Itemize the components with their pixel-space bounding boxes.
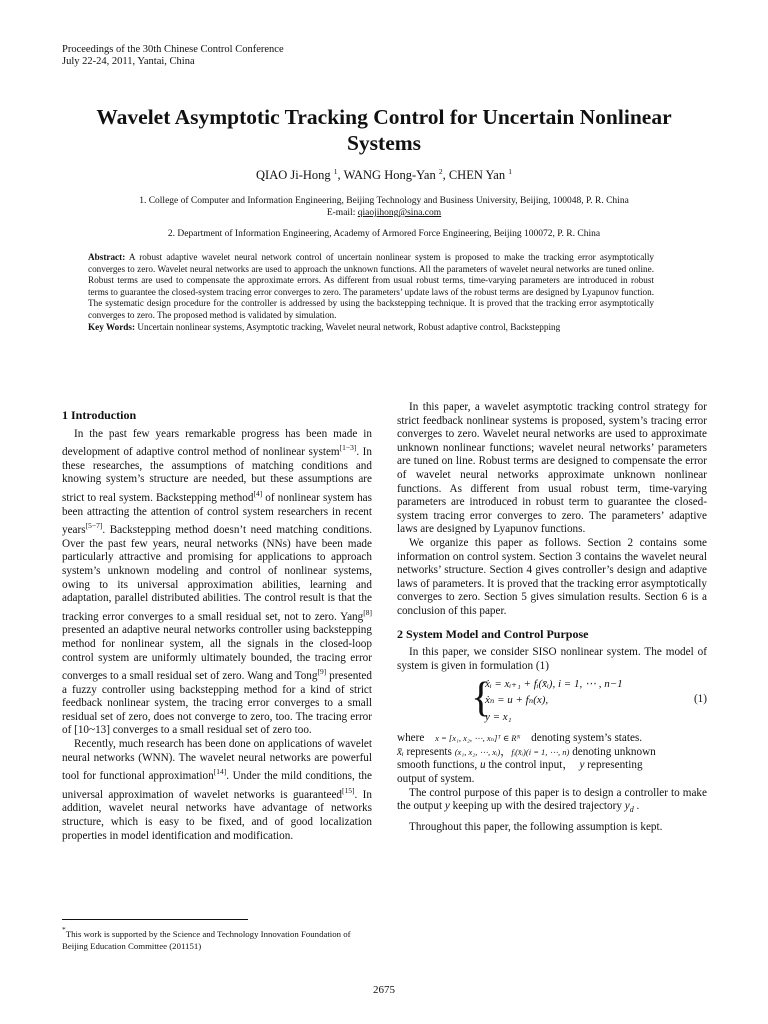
right-paragraph-2: We organize this paper as follows. Section 2 contains some information on control system. Section 3 contains the wavelet neural networks’ structure. Section 4 gives controller’s design and adaptive laws of parameters. It is proved that the tracking error asymptotically converges to zero. Section 5 gives simulation results. Section 6 is a conclusion of this paper. [397, 536, 707, 617]
right-paragraph-5 [397, 787, 707, 817]
author-list [40, 167, 728, 183]
author-separator: , [442, 168, 449, 182]
equation-line-3: y = x₁ [485, 711, 512, 724]
equation-number: (1) [693, 693, 707, 706]
author-1-affiliation-mark: 1 [333, 167, 338, 176]
title-line-2: Systems [346, 131, 422, 155]
section-heading-introduction: 1 Introduction [62, 408, 137, 422]
author-separator: , [337, 168, 344, 182]
math-state-vector: x = [x₁, x₂, ⋯, xₙ]ᵀ ∈ Rᴺ [435, 733, 521, 744]
affiliation-1: 1. College of Computer and Information Engineering, Beijing Technology and Business University, Beijing, 100048, P. R. China [139, 196, 629, 206]
abstract-label: Abstract: [88, 252, 126, 262]
email-link[interactable]: qiaojihong@sina.com [357, 208, 442, 218]
intro-text: In the past few years remarkable progress has been made in development of adaptive control method of nonlinear system [62, 427, 372, 459]
text-period: . [633, 800, 640, 813]
intro-text: . Under the mild conditions, the universal approximation of wavelet networks is guaranteed [62, 770, 372, 801]
math-tuple: (x₁, x₂, ⋯, xᵢ) [454, 746, 501, 757]
intro-text: Recently, much research has been done on applications of wavelet neural networks (WNN). The wavelet neural networks are powerful tool for functional approximation [62, 738, 372, 783]
math-u: u [479, 759, 486, 772]
title-line-1: Wavelet Asymptotic Tracking Control for Uncertain Nonlinear [96, 105, 672, 129]
citation: [4] [253, 488, 263, 498]
keywords-text: Uncertain nonlinear systems, Asymptotic tracking, Wavelet neural network, Robust adaptive control, Backstepping [135, 321, 561, 332]
email-line [40, 207, 728, 219]
equation-line-1: ẋᵢ = xᵢ₊₁ + fᵢ(x̄ᵢ), i = 1, ⋯ , n−1 [485, 678, 623, 691]
intro-paragraph-1 [62, 428, 372, 738]
author-1: QIAO Ji-Hong [256, 168, 331, 182]
right-paragraph-6: Throughout this paper, the following assumption is kept. [409, 821, 663, 834]
abstract-text: A robust adaptive wavelet neural network control of uncertain nonlinear system is proposed to make the tracking error asymptotically converges to zero. Wavelet neural networks are used to approach the unknown functions. All the parameters of wavelet neural networks are tuned online. Robust terms are used to compensate the approximate errors. As different from usual robust terms, time-varying parameters are introduced in robust terms to guarantee the closed-system tracing error converges to zero. The parameters’ update laws of the robust terms are designed by Lyapunov function. The systematic design procedure for the controller is addressed by using the backstepping technique. It is proved that the tracking error asymptotically converges to zero. The proposed method is validated by simulation. [88, 252, 654, 320]
intro-text: presented a fuzzy controller using backstepping method for a kind of strict feedback nonlinear system, the tracing error converges to a small residual set of zero, does not converge to zero, too. The tracing error of [10~13] converges to a small residual set of zero too. [62, 670, 372, 737]
equation-line-2: ẋₙ = u + fₙ(x), [485, 694, 549, 707]
math-unknown-functions: fᵢ(x̄ᵢ)(i = 1, ⋯, n) [511, 746, 570, 757]
text-smooth-functions: smooth functions, [397, 759, 480, 772]
paper-title [40, 104, 728, 156]
citation: [14] [213, 767, 227, 777]
conference-header [62, 44, 284, 68]
email-label: E-mail: [326, 208, 358, 218]
math-subscript-d: d [629, 805, 634, 815]
text-control-purpose: The control purpose of this paper is to design a controller to make the output [397, 786, 707, 813]
text-comma: ， [500, 745, 512, 758]
citation: [1−3] [339, 443, 357, 453]
intro-paragraph-2 [62, 738, 372, 843]
conference-date: July 22-24, 2011, Yantai, China [62, 56, 195, 67]
text-desired-trajectory: keeping up with the desired trajectory [449, 800, 625, 813]
author-2-affiliation-mark: 2 [438, 167, 443, 176]
text-output-of-system: output of system. [397, 773, 475, 786]
text-where: where [397, 732, 425, 745]
abstract-paragraph [88, 252, 654, 322]
text-denoting-states: denoting system’s states. [531, 732, 643, 745]
footnote [62, 924, 372, 952]
equation-brace: { [471, 675, 492, 722]
text-representing: representing [584, 759, 643, 772]
left-column [62, 409, 372, 843]
section-heading-system-model: 2 System Model and Control Purpose [397, 626, 589, 641]
math-y-d: y [624, 800, 630, 813]
footnote-text: This work is supported by the Science and Technology Innovation Foundation of Beijing Education Committee (201151) [62, 929, 351, 951]
math-xbar-i: x̄ᵢ [397, 745, 404, 758]
abstract-block [88, 252, 654, 333]
affiliation-2: 2. Department of Information Engineering, Academy of Armored Force Engineering, Beijing 100072, P. R. China [167, 229, 601, 239]
citation: [5−7] [85, 521, 103, 531]
right-column [397, 401, 707, 835]
citation: [8] [363, 607, 372, 617]
intro-text: presented an adaptive neural networks controller using backstepping method for nonlinear system, all the signals in the closed-loop control system are uniformly ultimately bounded, the tracing error converges to a small residual set of zero. Wang and Tong [62, 624, 372, 683]
page-number: 2675 [373, 984, 395, 996]
right-paragraph-1: In this paper, a wavelet asymptotic tracking control strategy for strict feedback nonlinear systems is proposed, system’s tracing error converges to zero. Wavelet neural networks are used to approximate unknown nonlinear functions; wavelet neural networks’ parameters are tuned on line. Robust terms are designed to compensate the error of wavelet neural networks approximate unknown nonlinear functions. As different from usual robust term, time-varying parameters are introduced in robust term to guarantee the closed-system tracing error converges to zero. The parameters’ adaptive laws are designed by Lyapunov functions. [397, 401, 707, 536]
intro-text: . In these researches, the assumptions of matching conditions and knowing system’s structure are needed, but these assumptions are strict to real system. Backstepping method [62, 446, 372, 504]
keywords-label: Key Words: [88, 321, 136, 332]
intro-text: . In addition, wavelet neural networks have advantage of networks structure, which is easy to be fixed, and of good localization properties in model identification and modification. [62, 788, 373, 842]
footnote-mark: * [62, 925, 66, 934]
right-paragraph-3: In this paper, we consider SISO nonlinear system. The model of system is given in formulation (1) [397, 646, 707, 672]
text-control-input: the control input， [485, 759, 574, 772]
footnote-rule [62, 919, 248, 920]
right-paragraph-4 [397, 732, 707, 786]
intro-text: . Backstepping method doesn’t need matching conditions. Over the past few years, neural networks (NNs) have been made particularly attractive and promising for applications to approach system’s unknown modeling and control of nonlinear systems, owing to its universal approximation abilities, learning and adaptation, parallel distributed abilities. The control result is that the tracking error converges to a small residual set, not to zero. Yang [62, 524, 372, 623]
author-3-affiliation-mark: 1 [508, 167, 512, 176]
author-2: WANG Hong-Yan [343, 168, 436, 182]
math-y: y [579, 759, 585, 772]
equation-1 [397, 674, 707, 728]
intro-text: of nonlinear system has been attracting the attention of control system researchers in recent years [62, 491, 372, 537]
citation: [15] [342, 785, 355, 795]
keywords-paragraph [88, 322, 654, 334]
text-denoting-unknown: denoting unknown [569, 745, 656, 758]
citation: [9] [317, 667, 327, 677]
text-represents: represents [403, 745, 455, 758]
author-3: CHEN Yan [448, 168, 506, 182]
math-y: y [444, 800, 450, 813]
conference-name: Proceedings of the 30th Chinese Control Conference [62, 44, 284, 55]
